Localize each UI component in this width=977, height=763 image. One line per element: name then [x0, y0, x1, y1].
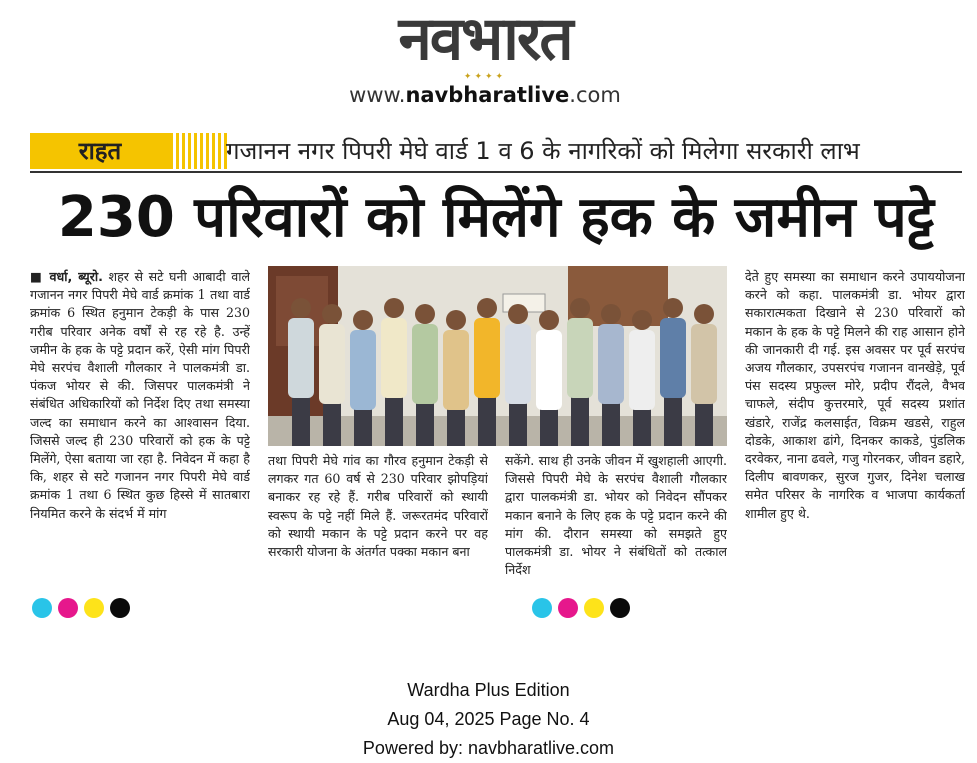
masthead-title: नवभारत [398, 4, 572, 74]
kicker-label: राहत [30, 133, 170, 169]
edition-name: Wardha Plus Edition [407, 680, 570, 700]
registration-dot [558, 598, 578, 618]
article-column-2: तथा पिपरी मेघे गांव का गौरव हनुमान टेकड़ी से लगकर गत 60 वर्ष से 230 परिवार झोपड़ियां बनाकर रह रहे हैं. गरीब परिवारों को स्थायी स्वरूप के पट्टे नहीं मिले हैं. जरूरतमंद परिवारों को स्थायी मकान के पट्टे प्रदान करने पर वह सरकारी योजना के अंतर्गत पक्का मकान बना [268, 453, 488, 560]
registration-dot [532, 598, 552, 618]
article-column-3: सकेंगे. साथ ही उनके जीवन में खुशहाली आएगी. जिससे पिपरी मेघे के सरपंच वैशाली गौलकार द्वारा पालकमंत्री डा. भोयर को निवेदन सौंपकर मकान बनाने के लिए हक के पट्टे प्रदान करने की मांग की. दौरान समस्या को समझते हुए पालकमंत्री डा. भोयर ने संबंधितों को तत्काल निर्देश [505, 453, 727, 578]
kicker-stripes [170, 133, 228, 169]
edition-date-page: Aug 04, 2025 Page No. 4 [387, 709, 590, 729]
registration-marks-right [532, 598, 630, 618]
group-photo-illustration [268, 266, 727, 446]
url-prefix: www. [349, 83, 406, 107]
registration-dot [58, 598, 78, 618]
registration-dot [32, 598, 52, 618]
powered-by[interactable]: Powered by: navbharatlive.com [362, 738, 615, 758]
edition-footer [0, 676, 977, 763]
article-column-4: देते हुए समस्या का समाधान करने उपाययोजना करने को कहा. पालकमंत्री डा. भोयर द्वारा सकारात्मकता दिखाने से 230 परिवारों को मकान के हक के पट्टे मिलने की राह आसान होने की जानकारी दी गई. इस अवसर पर पूर्व सरपंच अजय गौलकार, उपसरपंच गजानन वानखेड़े, पूर्व पंस सदस्य प्रफुल्ल मोरे, प्रदीप रौंदले, वैभव चाफले, संदीप कुत्तरमारे, पूर्व सदस्य प्रशांत खंडारे, राजेंद्र कलसाईत, विक्रम खडसे, राहुल दोडके, आकाश ढांगे, दिनकर काकडे, पुंडलिक दरवेकर, नाना ढवले, गजु गोरनकर, जीवन डहारे, दिलीप बावणकर, सुरज गुजर, दिनेश चलाख समेत परिसर के नागरिक व भाजपा कार्यकर्ता शामील हुए थे. [745, 269, 965, 521]
registration-dot [584, 598, 604, 618]
url-brand: navbharatlive [405, 83, 570, 107]
masthead-ornament: ✦✦✦✦ [463, 72, 507, 82]
registration-dot [84, 598, 104, 618]
column-1-text: शहर से सटे घनी आबादी वाले गजानन नगर पिपरी मेघे वार्ड क्रमांक 1 तथा वार्ड क्रमांक 6 स्थित हनुमान टेकड़ी के पास 230 गरीब परिवार अनेक वर्षों से रह रहे है. उन्हें जमीन के हक के पट्टे प्रदान करें, ऐसी मांग पिपरी मेघे सरपंच वैशाली गौलकार ने पालकमंत्री डा. पंकज भोयर से की. जिसपर पालकमंत्री ने संबंधित अधिकारियों को निर्देश दिए तथा समस्या जल्द का समाधान करने का आश्वासन दिया. जिससे जल्द ही 230 परिवारों को हक के पट्टे मिलेंगे, ऐसा बताया जा रहा है. निवेदन में कहा है कि, शहर से सटे गजानन नगर पिपरी मेघे वार्ड क्रमांक 1 तथा 6 स्थित कुछ हिस्से में सातबारा नियमित करने के संदर्भ में मांग [30, 269, 250, 521]
headline: 230 परिवारों को मिलेंगे हक के जमीन पट्टे [57, 185, 935, 250]
url-suffix: .com [569, 83, 621, 107]
registration-dot [610, 598, 630, 618]
registration-marks-left [32, 598, 130, 618]
article-column-1 [30, 268, 250, 596]
masthead-url[interactable] [340, 82, 630, 108]
subheadline: गजानन नगर पिपरी मेघे वार्ड 1 व 6 के नागरिकों को मिलेगा सरकारी लाभ [226, 137, 860, 165]
registration-dot [110, 598, 130, 618]
masthead [340, 6, 630, 112]
article-strap [30, 131, 962, 173]
news-photo [268, 266, 727, 446]
dateline: ■ वर्धा, ब्यूरो. [30, 269, 103, 284]
